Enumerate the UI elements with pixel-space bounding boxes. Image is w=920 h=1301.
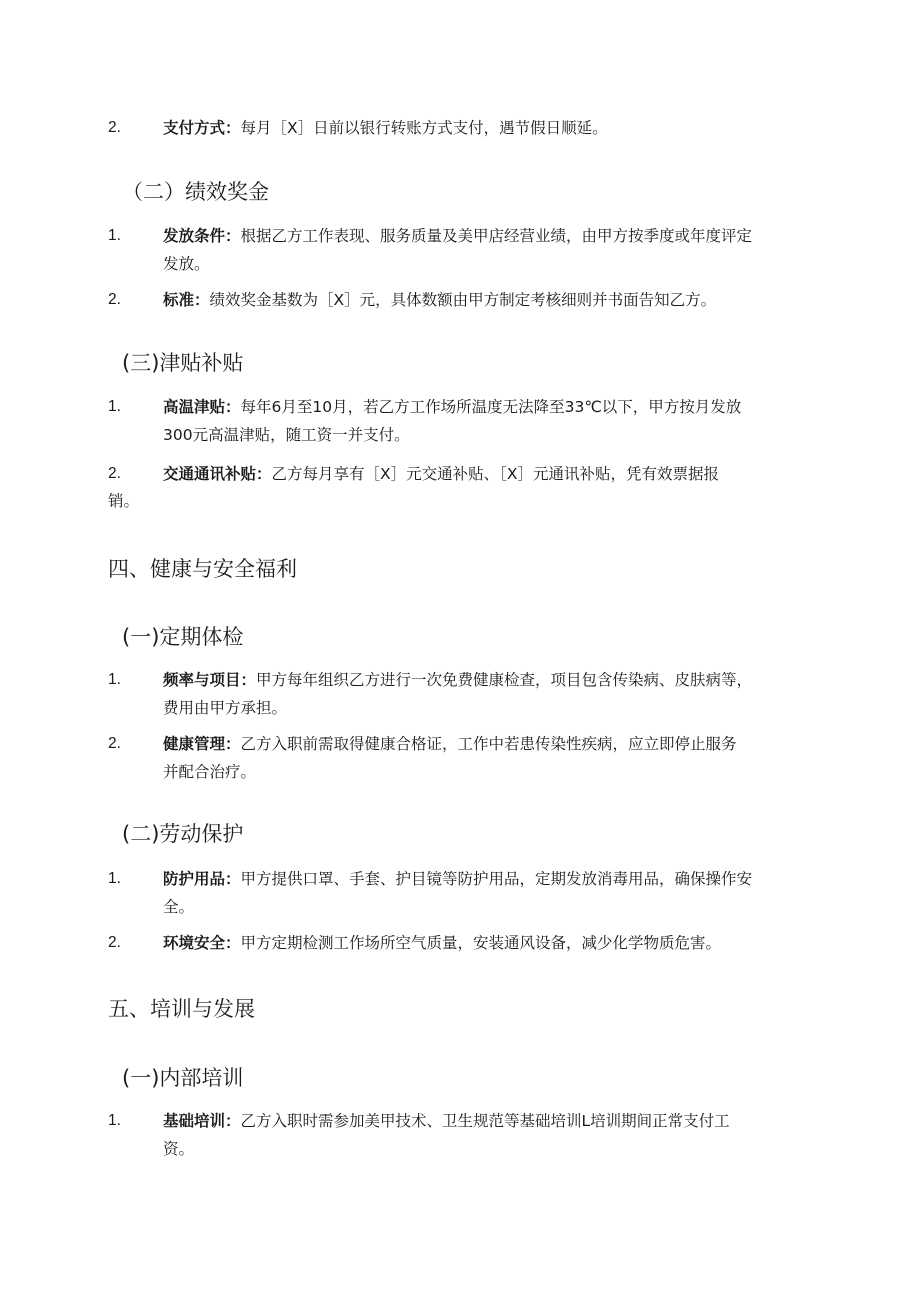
item-text: 甲方定期检测工作场所空气质量，安装通风设备，减少化学物质危害。 xyxy=(240,934,722,952)
item-body xyxy=(163,1107,818,1163)
item-text-continued: 发放。 xyxy=(163,255,210,273)
item-text: 每年6月至10月，若乙方工作场所温度无法降至33℃以下，甲方按月发放 xyxy=(240,398,742,416)
item-number: 2. xyxy=(108,934,121,951)
item-label: 防护用品： xyxy=(163,870,241,888)
item-label: 交通通讯补贴： xyxy=(163,465,272,483)
item-number: 1. xyxy=(108,870,121,887)
section-heading: (一)定期体检 xyxy=(122,625,244,649)
item-text-continued: 资。 xyxy=(163,1140,195,1158)
item-text: 根据乙方工作表现、服务质量及美甲店经营业绩，由甲方按季度或年度评定 xyxy=(240,227,753,245)
item-text-continued: 销。 xyxy=(108,493,140,510)
section-heading: (二)劳动保护 xyxy=(122,822,244,846)
item-text: 乙方入职前需取得健康合格证，工作中若患传染性疾病，应立即停止服务 xyxy=(240,735,737,753)
item-body xyxy=(163,393,818,449)
item-label: 环境安全： xyxy=(163,934,241,952)
item-number: 1. xyxy=(108,398,121,415)
item-number: 2. xyxy=(108,735,121,752)
item-label: 标准： xyxy=(163,291,210,309)
item-number: 2. xyxy=(108,119,121,136)
item-label: 频率与项目： xyxy=(163,671,257,689)
item-text-continued: 并配合治疗。 xyxy=(163,763,257,781)
item-text: 每月［X］日前以银行转账方式支付，遇节假日顺延。 xyxy=(240,119,608,137)
item-number: 1. xyxy=(108,227,121,244)
item-text-continued: 全。 xyxy=(163,898,195,916)
item-body xyxy=(163,460,818,488)
item-text-continued: 300元高温津贴，随工资一并支付。 xyxy=(163,426,410,444)
item-number: 1. xyxy=(108,671,121,688)
item-body xyxy=(163,865,818,921)
item-text: 乙方入职时需参加美甲技术、卫生规范等基础培训L培训期间正常支付工 xyxy=(240,1112,730,1130)
section-heading: (一)内部培训 xyxy=(122,1066,244,1090)
section-heading: （二）绩效奖金 xyxy=(122,180,269,204)
item-body xyxy=(163,286,818,314)
item-label: 支付方式： xyxy=(163,119,241,137)
chapter-heading: 四、健康与安全福利 xyxy=(108,557,297,581)
item-text: 乙方每月享有［X］元交通补贴、［X］元通讯补贴，凭有效票据报 xyxy=(271,465,720,483)
item-text: 甲方提供口罩、手套、护目镜等防护用品，定期发放消毒用品，确保操作安 xyxy=(240,870,753,888)
item-label: 高温津贴： xyxy=(163,398,241,416)
item-number: 2. xyxy=(108,291,121,308)
item-body xyxy=(163,730,818,786)
item-text-continued: 费用由甲方承担。 xyxy=(163,699,288,717)
item-label: 基础培训： xyxy=(163,1112,241,1130)
item-text: 绩效奖金基数为［X］元，具体数额由甲方制定考核细则并书面告知乙方。 xyxy=(209,291,717,309)
item-text: 甲方每年组织乙方进行一次免费健康检查，项目包含传染病、皮肤病等， xyxy=(256,671,753,689)
item-label: 健康管理： xyxy=(163,735,241,753)
item-body xyxy=(163,222,818,278)
item-body xyxy=(163,929,818,957)
item-label: 发放条件： xyxy=(163,227,241,245)
item-body xyxy=(163,666,818,722)
item-number: 1. xyxy=(108,1112,121,1129)
chapter-heading: 五、培训与发展 xyxy=(108,997,255,1021)
section-heading: (三)津贴补贴 xyxy=(122,351,244,375)
item-number: 2. xyxy=(108,465,121,482)
item-body xyxy=(163,114,818,142)
